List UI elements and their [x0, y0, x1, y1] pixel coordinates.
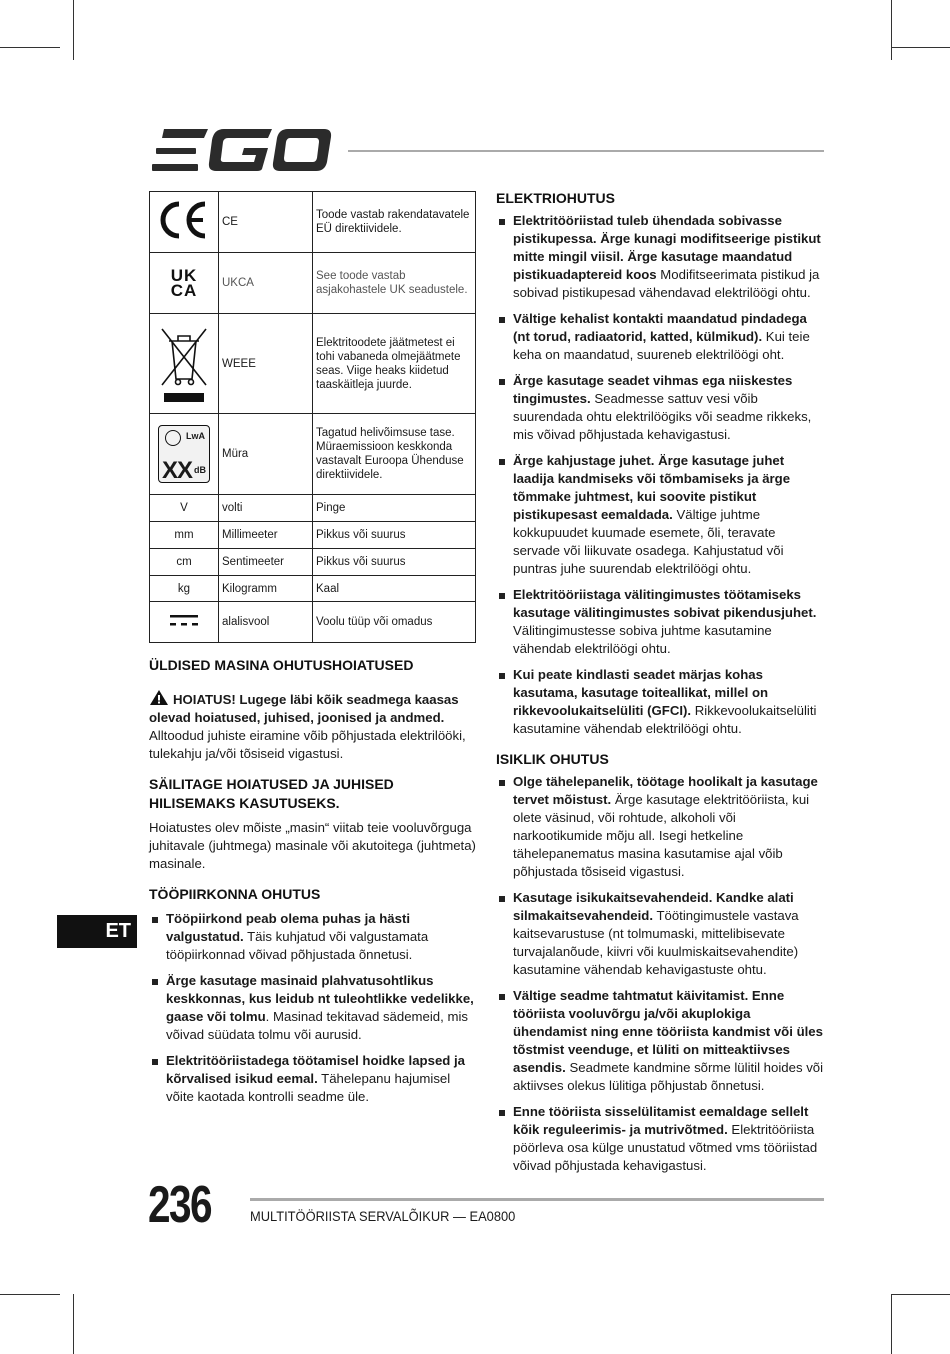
symbol-meaning: Tagatud helivõimsuse tase. Müraemissioon keskkonda vastavalt Euroopa Ühenduse direktiividele. [313, 414, 476, 495]
symbol-term: Kilogramm [219, 576, 313, 602]
list-item: Enne tööriista sisselülitamist eemaldage sellelt kõik reguleerimis- ja mutrivõtmed. Elektritööriista pöörleva osa külge unustatud võtmed vms tööriistad võivad põhjustada kehavigastusi. [496, 1103, 824, 1175]
symbol-meaning: Elektritoodete jäätmetest ei tohi vabaneda olmejäätmete seas. Viige heaks kiidetud taaskäitleja juurde. [313, 314, 476, 414]
crop-mark [73, 1294, 74, 1354]
crop-mark [891, 0, 892, 60]
list-item: Ärge kahjustage juhet. Ärge kasutage juhet laadija kandmiseks või tõmbamiseks ja ärge tõmmake juhtmest, kui soovite pistikut pistikupesast eemaldada. Vältige juhtme kokkupuudet kuumade esemete, õli, teravate servade või liikuvate osadega. Kahjustatud või puntras juhe suurendab elektrilöögi ohtu. [496, 452, 824, 578]
left-column [149, 656, 477, 1116]
list-item: Tööpiirkond peab olema puhas ja hästi valgustatud. Täis kuhjatud või valgustamata tööpiirkonnad võivad põhjustada õnnetusi. [149, 910, 477, 964]
crop-mark [0, 1294, 60, 1295]
noise-level-icon: LwA XX dB [158, 425, 210, 483]
bullet-list [496, 212, 824, 738]
footer-rule [250, 1198, 824, 1201]
bullet-list [149, 910, 477, 1106]
list-item: Vältige seadme tahtmatut käivitamist. Enne tööriista vooluvõrgu ja/või akuplokiga ühendamist ning enne tööriista kandmist või üles tõstmist veenduge, et lüliti on mitteaktiivses asendis. Seadmete kandmine sõrme lülitil hoides või aktiivses olekus lülitiga põhjustab õnnetusi. [496, 987, 824, 1095]
symbol-term: Müra [219, 414, 313, 495]
crop-mark [891, 1294, 892, 1354]
warning-triangle-icon [149, 689, 169, 706]
table-row [150, 495, 476, 522]
symbol-term: alalisvool [219, 602, 313, 643]
section-heading: ELEKTRIOHUTUS [496, 190, 615, 206]
warning-paragraph: HOIATUS! Lugege läbi kõik seadmega kaasas olevad hoiatused, juhised, joonised ja andmed. Alltoodud juhiste eiramine võib põhjustada elektrilööki, tulekahju ja/või tõsiseid vigastusi. [149, 689, 477, 763]
table-row [150, 414, 476, 495]
table-row [150, 602, 476, 643]
symbol-glyph: mm [150, 522, 219, 549]
crop-mark [891, 47, 950, 48]
symbol-term: UKCA [219, 253, 313, 314]
section-heading: TÖÖPIIRKONNA OHUTUS [149, 886, 321, 902]
list-item: Vältige kehalist kontakti maandatud pindadega (nt torud, radiaatorid, katted, külmikud). Kui teie keha on maandatud, suureneb elektrilöögi oht. [496, 310, 824, 364]
ce-mark-icon [159, 200, 209, 240]
list-item: Elektritööriistad tuleb ühendada sobivasse pistikupessa. Ärge kunagi modifitseerige pistikut mitte mingil viisil. Ärge kasutage maandatud pistikuadaptereid koos Modifitseerimata pistikud ja sobivad pistikupesad vähendavad elektrilöögi ohtu. [496, 212, 824, 302]
table-row [150, 253, 476, 314]
paragraph: Hoiatustes olev mõiste „masin“ viitab teie vooluvõrguga juhitavale (juhtmega) masinale või akutoitega (juhtmeta) masinale. [149, 820, 476, 871]
symbols-table [149, 191, 476, 643]
footer-title: MULTITÖÖRIISTA SERVALÕIKUR — EA0800 [250, 1208, 516, 1224]
symbol-term: Sentimeeter [219, 549, 313, 576]
crop-mark [891, 1294, 950, 1295]
section-heading: SÄILITAGE HOIATUSED JA JUHISED HILISEMAKS KASUTUSEKS. [149, 776, 394, 811]
symbol-meaning: See toode vastab asjakohastele UK seadustele. [313, 253, 476, 314]
page-number: 236 [148, 1176, 211, 1234]
table-row [150, 576, 476, 602]
direct-current-icon [170, 613, 198, 627]
list-item: Ärge kasutage masinaid plahvatusohtlikus keskkonnas, kus leidub nt tuleohtlikke vedelikke, gaase või tolmu. Masinad tekitavad sädemeid, mis võivad süüdata tolmu või aurusid. [149, 972, 477, 1044]
table-row [150, 522, 476, 549]
table-row [150, 192, 476, 253]
section-heading: ISIKLIK OHUTUS [496, 751, 609, 767]
symbol-term: volti [219, 495, 313, 522]
list-item: Ärge kasutage seadet vihmas ega niiskestes tingimustes. Seadmesse sattuv vesi võib suurendada ohtu elektrilöögiks või seadme rikkeks, mis võivad põhjustada kehavigastusi. [496, 372, 824, 444]
crop-mark [0, 47, 60, 48]
symbol-glyph: kg [150, 576, 219, 602]
weee-bin-icon [158, 319, 210, 405]
right-column [496, 189, 824, 1185]
symbol-meaning: Pinge [313, 495, 476, 522]
header-rule [348, 150, 824, 152]
symbol-term: WEEE [219, 314, 313, 414]
bullet-list [496, 773, 824, 1175]
list-item: Kasutage isikukaitsevahendeid. Kandke alati silmakaitsevahendeid. Töötingimustele vastava kaitsevarustuse (nt tolmumaski, mittelibisevate turvajalanõude, kiivri või kuulmiskaitsevahendite) kasutamine vähendab kehavigastuste ohtu. [496, 889, 824, 979]
symbol-glyph: cm [150, 549, 219, 576]
ego-logo [150, 128, 332, 172]
symbol-meaning: Kaal [313, 576, 476, 602]
table-row [150, 549, 476, 576]
list-item: Kui peate kindlasti seadet märjas kohas kasutama, kasutage toiteallikat, millel on rikkevoolukaitselüliti (GFCI). Rikkevoolukaitselüliti kasutamine vähendab elektrilöögi ohtu. [496, 666, 824, 738]
list-item: Elektritööriistadega töötamisel hoidke lapsed ja kõrvalised isikud eemal. Tähelepanu hajumisel võite kaotada kontrolli seadme üle. [149, 1052, 477, 1106]
symbol-term: Millimeeter [219, 522, 313, 549]
list-item: Olge tähelepanelik, töötage hoolikalt ja kasutage tervet mõistust. Ärge kasutage elektritööriista, kui olete väsinud, või rohtude, alkoholi või narkootikumide mõju all. Isegi hetkeline tähelepanematus masina kasutamise ajal võib põhjustada tõsiseid vigastusi. [496, 773, 824, 881]
symbol-meaning: Pikkus või suurus [313, 522, 476, 549]
section-heading: ÜLDISED MASINA OHUTUSHOIATUSED [149, 657, 414, 673]
table-row [150, 314, 476, 414]
symbol-glyph: V [150, 495, 219, 522]
language-tab: ET [57, 915, 137, 948]
symbol-term: CE [219, 192, 313, 253]
symbol-meaning: Pikkus või suurus [313, 549, 476, 576]
list-item: Elektritööriistaga välitingimustes töötamiseks kasutage välitingimustes sobivat pikendusjuhet. Välitingimustesse sobiva juhtme kasutamine vähendab elektrilöögi ohtu. [496, 586, 824, 658]
ukca-mark-icon: UK CA [170, 266, 198, 300]
symbol-meaning: Toode vastab rakendatavatele EÜ direktiividele. [313, 192, 476, 253]
crop-mark [73, 0, 74, 60]
symbol-meaning: Voolu tüüp või omadus [313, 602, 476, 643]
